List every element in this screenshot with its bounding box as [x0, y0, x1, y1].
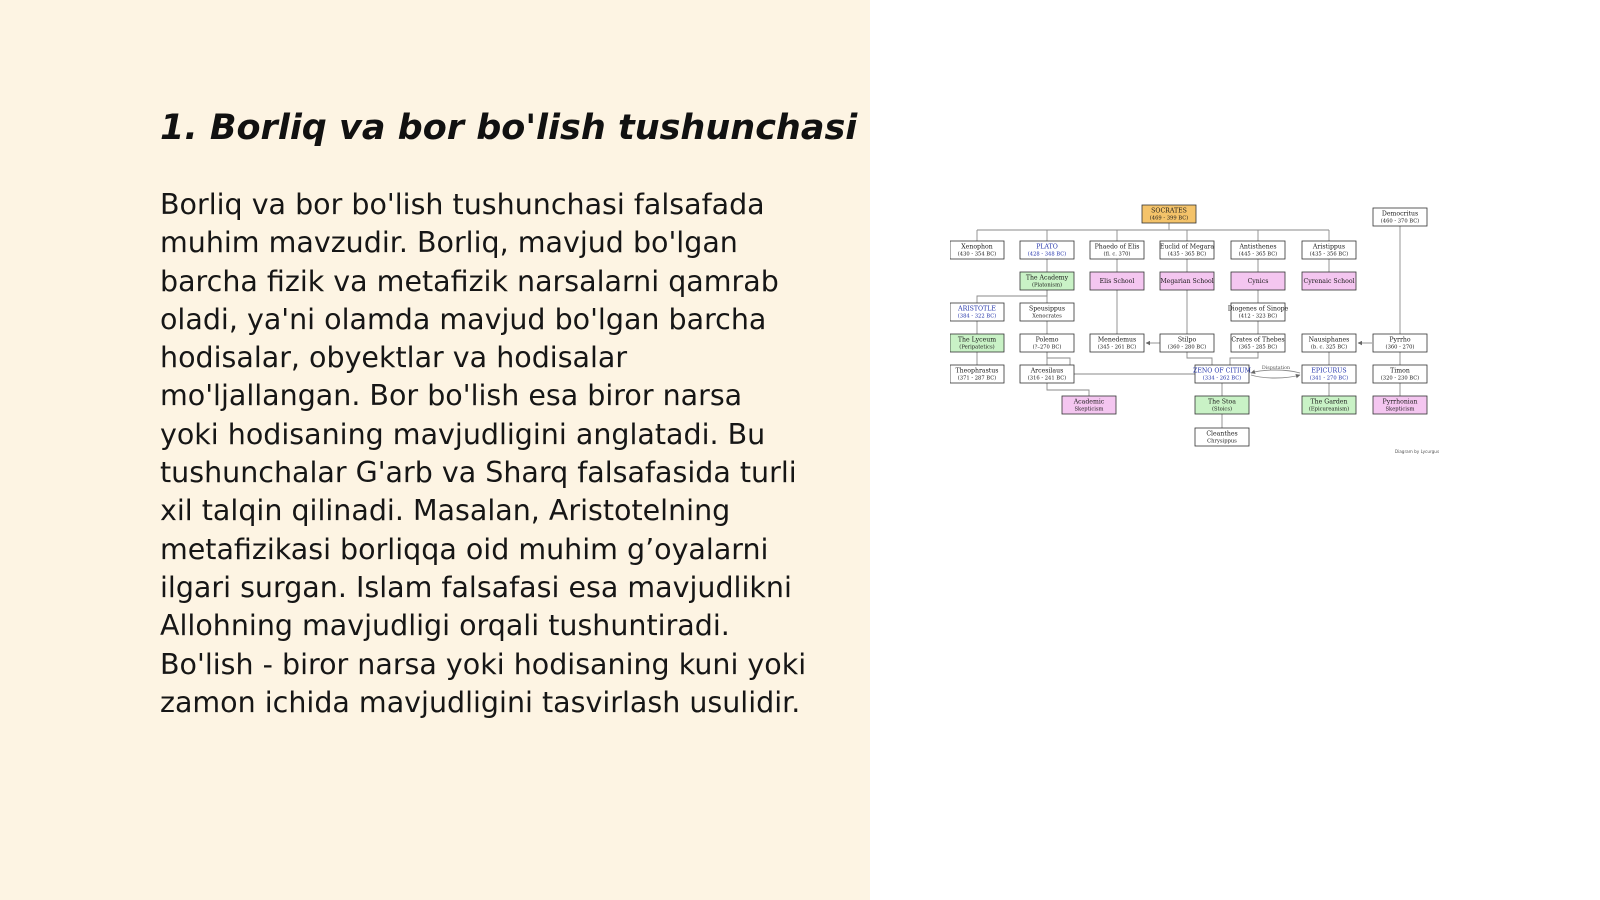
- diagram-node-date: (360 - 270): [1385, 344, 1415, 351]
- body-line: muhim mavzudir. Borliq, mavjud bo'lgan: [160, 226, 738, 260]
- diagram-node-speusippus: [1020, 303, 1074, 321]
- diagram-node-euclid: [1160, 241, 1214, 259]
- diagram-node-zeno: [1193, 365, 1252, 383]
- diagram-node-megarian: [1160, 272, 1214, 290]
- diagram-node-timon: [1373, 365, 1427, 383]
- diagram-node-date: (Stoics): [1211, 406, 1233, 413]
- diagram-node-date: (435 - 356 BC): [1309, 251, 1349, 258]
- diagram-credit: Diagram by Lycurgus: [1394, 449, 1440, 454]
- body-line: oladi, ya'ni olamda mavjud bo'lgan barcha: [160, 302, 767, 336]
- diagram-node-plato: [1020, 241, 1074, 259]
- diagram-nodes: [950, 205, 1427, 446]
- diagram-node-title: Polemo: [1035, 336, 1059, 344]
- diagram-node-polemo: [1020, 334, 1074, 352]
- diagram-node-acad_skept: [1062, 396, 1116, 414]
- diagram-node-date: (345 - 261 BC): [1097, 344, 1137, 351]
- diagram-node-pyrrhonian: [1373, 396, 1427, 414]
- diagram-node-title: Megarian School: [1160, 278, 1214, 285]
- diagram-node-title: Pyrrho: [1389, 336, 1411, 344]
- diagram-node-date: (469 - 399 BC): [1149, 215, 1189, 222]
- body-line: barcha fizik va metafizik narsalarni qamrab: [160, 264, 779, 298]
- diagram-node-title: PLATO: [1036, 243, 1058, 251]
- diagram-node-date: (Epicureanism): [1308, 406, 1350, 413]
- diagram-node-title: The Academy: [1025, 274, 1069, 282]
- diagram-node-title: EPICURUS: [1311, 367, 1347, 375]
- diagram-node-date: (412 - 323 BC): [1238, 313, 1278, 320]
- diagram-node-lyceum: [950, 334, 1004, 352]
- diagram-node-date: (365 - 285 BC): [1238, 344, 1278, 351]
- diagram-node-date: Skepticism: [1074, 406, 1104, 413]
- diagram-node-pyrrho: [1373, 334, 1427, 352]
- diagram-node-epicurus: [1302, 365, 1356, 383]
- disputation-label: Disputation: [1261, 366, 1291, 371]
- diagram-node-date: (Platonism): [1031, 282, 1063, 289]
- diagram-node-date: (384 - 322 BC): [957, 313, 997, 320]
- body-line: xil talqin qilinadi. Masalan, Aristotelning: [160, 494, 731, 528]
- diagram-node-antisthenes: [1231, 241, 1285, 259]
- diagram-node-date: (460 - 370 BC): [1380, 218, 1420, 225]
- diagram-node-garden: [1302, 396, 1356, 414]
- body-line: zamon ichida mavjudligini tasvirlash usulidir.: [160, 685, 801, 719]
- body-line: Bo'lish - biror narsa yoki hodisaning kuni yoki: [160, 647, 807, 681]
- diagram-node-title: Cleanthes: [1206, 430, 1238, 438]
- diagram-node-title: Menedemus: [1097, 336, 1137, 344]
- diagram-node-date: (430 - 354 BC): [957, 251, 997, 258]
- diagram-node-date: (428 - 348 BC): [1027, 251, 1067, 258]
- diagram-node-date: (371 - 287 BC): [957, 375, 997, 382]
- diagram-node-academy: [1020, 272, 1074, 290]
- diagram-node-title: ZENO OF CITIUM: [1193, 367, 1251, 375]
- body-line: ilgari surgan. Islam falsafasi esa mavjudlikni: [160, 570, 792, 604]
- diagram-node-title: Diogenes of Sinope: [1227, 305, 1289, 313]
- diagram-node-date: (316 - 241 BC): [1027, 375, 1067, 382]
- diagram-node-title: The Garden: [1310, 398, 1348, 406]
- diagram-node-title: Crates of Thebes: [1231, 336, 1285, 344]
- diagram-node-cynics: [1231, 272, 1285, 290]
- diagram-node-date: Xenocrates: [1032, 313, 1062, 320]
- diagram-node-theophrastus: [950, 365, 1004, 383]
- diagram-node-title: Stilpo: [1177, 336, 1197, 344]
- diagram-node-date: (341 - 270 BC): [1309, 375, 1349, 382]
- diagram-node-title: SOCRATES: [1151, 207, 1187, 215]
- diagram-node-title: Antisthenes: [1239, 243, 1277, 251]
- diagram-node-date: (360 - 280 BC): [1167, 344, 1207, 351]
- diagram-node-socrates: [1142, 205, 1196, 223]
- diagram-node-title: Timon: [1390, 367, 1410, 375]
- diagram-node-title: The Lyceum: [957, 336, 997, 344]
- diagram-node-date: (?–270 BC): [1032, 344, 1062, 351]
- diagram-node-title: Aristippus: [1312, 243, 1346, 251]
- diagram-node-title: Arcesilaus: [1030, 367, 1064, 375]
- diagram-node-aristotle: [950, 303, 1004, 321]
- diagram-node-date: (Peripatetics): [959, 344, 995, 351]
- diagram-node-title: Phaedo of Elis: [1094, 243, 1140, 251]
- diagram-node-title: Academic: [1073, 398, 1105, 406]
- diagram-node-title: ARISTOTLE: [958, 305, 996, 313]
- diagram-node-democritus: [1373, 208, 1427, 226]
- diagram-node-date: (435 - 365 BC): [1167, 251, 1207, 258]
- diagram-node-aristippus: [1302, 241, 1356, 259]
- diagram-node-cyrenaic: [1302, 272, 1356, 290]
- diagram-node-title: Xenophon: [961, 243, 993, 251]
- diagram-node-title: Cyrenaic School: [1303, 278, 1355, 285]
- diagram-node-cleanthes: [1195, 428, 1249, 446]
- diagram-node-stilpo: [1160, 334, 1214, 352]
- diagram-node-date: Chrysippus: [1207, 438, 1237, 445]
- body-line: tushunchalar G'arb va Sharq falsafasida turli: [160, 456, 797, 490]
- diagram-node-crates: [1231, 334, 1285, 352]
- diagram-node-arcesilaus: [1020, 365, 1074, 383]
- diagram-node-date: (fl. c. 370): [1103, 251, 1131, 258]
- body-line: hodisalar, obyektlar va hodisalar: [160, 341, 628, 375]
- diagram-node-title: Pyrrhonian: [1382, 398, 1418, 406]
- diagram-node-title: Speusippus: [1028, 305, 1066, 313]
- diagram-node-nausiphanes: [1302, 334, 1356, 352]
- diagram-node-stoa: [1195, 396, 1249, 414]
- diagram-node-date: (b. c. 325 BC): [1310, 344, 1348, 351]
- diagram-node-menedemus: [1090, 334, 1144, 352]
- diagram-node-diogenes: [1228, 303, 1289, 321]
- philosophy-schools-diagram: [950, 200, 1450, 465]
- diagram-node-date: (320 - 230 BC): [1380, 375, 1420, 382]
- diagram-node-title: Elis School: [1099, 278, 1135, 285]
- diagram-node-title: Euclid of Megara: [1159, 243, 1215, 251]
- body-line: mo'ljallangan. Bor bo'lish esa biror narsa: [160, 379, 743, 413]
- body-line: Allohning mavjudligi orqali tushuntiradi.: [160, 609, 730, 643]
- diagram-node-title: Cynics: [1247, 278, 1269, 285]
- diagram-node-date: (334 - 262 BC): [1202, 375, 1242, 382]
- diagram-node-title: The Stoa: [1208, 398, 1236, 406]
- diagram-node-elis: [1090, 272, 1144, 290]
- diagram-node-title: Nausiphanes: [1308, 336, 1350, 344]
- body-line: metafizikasi borliqqa oid muhim g’oyalarni: [160, 532, 769, 566]
- slide-body-text: [160, 186, 850, 722]
- diagram-node-xenophon: [950, 241, 1004, 259]
- diagram-node-title: Theophrastus: [955, 367, 999, 375]
- diagram-svg: [950, 200, 1450, 465]
- diagram-node-title: Democritus: [1381, 210, 1419, 218]
- slide-title: 1. Borliq va bor bo'lish tushunchasi: [160, 108, 858, 148]
- diagram-node-date: Skepticism: [1385, 406, 1415, 413]
- diagram-node-date: (445 - 365 BC): [1238, 251, 1278, 258]
- diagram-node-phaedo: [1090, 241, 1144, 259]
- body-line: Borliq va bor bo'lish tushunchasi falsafada: [160, 188, 765, 221]
- body-line: yoki hodisaning mavjudligini anglatadi. Bu: [160, 417, 766, 451]
